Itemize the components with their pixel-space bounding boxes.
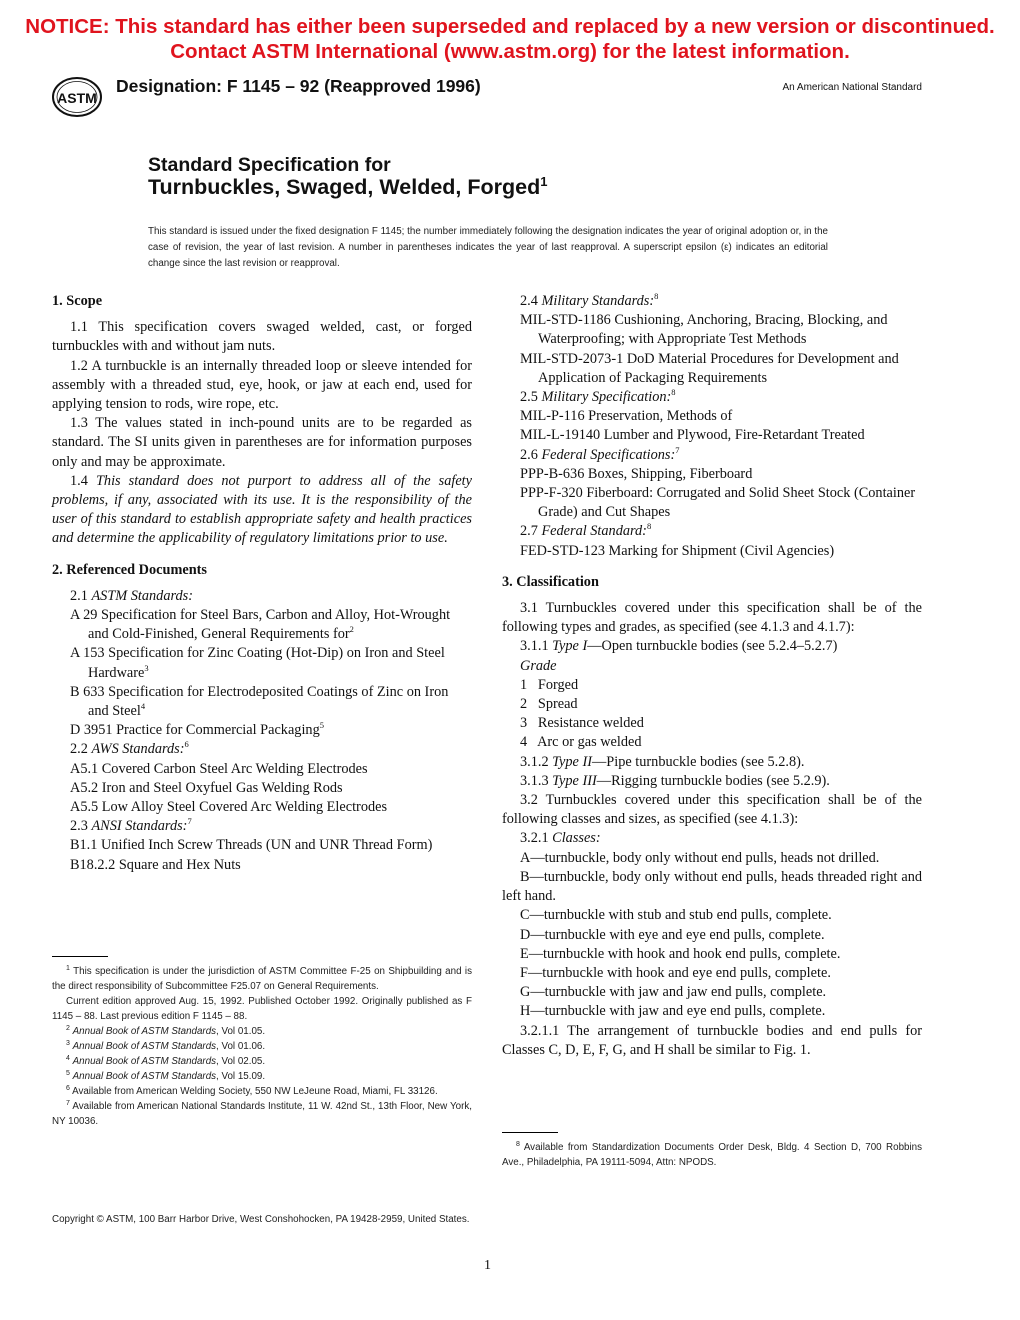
copyright: Copyright © ASTM, 100 Barr Harbor Drive, West Conshohocken, PA 19428-2959, United States. — [52, 1214, 470, 1225]
para-3-2-1-1: 3.2.1.1 The arrangement of turnbuckle bodies and end pulls for Classes C, D, E, F, G, and H shall be similar to Fig. 1. — [502, 1022, 922, 1058]
footnote-2: $^2$ Annual Book of ASTM Standards, Vol 01.05. — [66, 1025, 266, 1037]
ref-ppp-f-320: PPP-F-320 Fiberboard: Corrugated and Solid Sheet Stock (Container Grade) and Cut Shapes — [520, 485, 916, 521]
ref-a29: A 29 Specification for Steel Bars, Carbon and Alloy, Hot-Wrought and Cold-Finished, General Requirements for$^2$ — [70, 607, 451, 643]
subsection-2-5: 2.5 Military Specification:$^8$ — [520, 387, 676, 406]
issuance-note: This standard is issued under the fixed designation F 1145; the number immediately following the designation indicates the year of original adoption or, in the case of revision, the year of last revision. A number in parentheses indicates the year of last reapproval. A superscript epsilon (ε) indicates an editorial change since the last revision or reapproval. — [148, 226, 828, 269]
ref-d3951: D 3951 Practice for Commercial Packaging$^5$ — [70, 720, 324, 739]
footnote-1: $^1$ This specification is under the jurisdiction of ASTM Committee F-25 on Shipbuilding and is the direct responsibility of Subcommittee F25.07 on General Requirements. — [52, 965, 473, 992]
class-e: E—turnbuckle with hook and hook end pulls, complete. — [520, 945, 841, 962]
type-1: 3.1.1 Type I—Open turnbuckle bodies (see 5.2.4–5.2.7) — [520, 638, 838, 655]
class-c: C—turnbuckle with stub and stub end pulls, complete. — [520, 907, 832, 924]
section-heading-refdocs: 2. Referenced Documents — [52, 561, 207, 578]
class-h: H—turnbuckle with jaw and eye end pulls, complete. — [520, 1003, 826, 1020]
ref-b1822: B18.2.2 Square and Hex Nuts — [70, 856, 241, 873]
ref-mil-l-19140: MIL-L-19140 Lumber and Plywood, Fire-Retardant Treated — [520, 427, 865, 444]
para-1-3: 1.3 The values stated in inch-pound units are to be regarded as standard. The SI units given in parentheses are for information purposes only and may be approximate. — [52, 415, 472, 470]
logo-text: ASTM — [57, 90, 97, 106]
grade-3: 3 Resistance welded — [520, 715, 644, 732]
page-number: 1 — [484, 1258, 491, 1273]
para-1-2: 1.2 A turnbuckle is an internally threaded loop or sleeve intended for assembly with a threaded stud, eye, hook, or jaw at each end, used for applying tension to rods, wire rope, etc. — [52, 357, 472, 413]
title-main: Turnbuckles, Swaged, Welded, Forged — [148, 175, 541, 199]
grade-2: 2 Spread — [520, 696, 578, 713]
subsection-2-1: 2.1 ASTM Standards: — [70, 587, 193, 604]
para-1-4: 1.4 This standard does not purport to address all of the safety problems, if any, associated with its use. It is the responsibility of the user of this standard to establish appropriate safety and health practices and determine the applicability of regulatory limitations prior to use. — [52, 472, 472, 547]
type-3: 3.1.3 Type III—Rigging turnbuckle bodies (see 5.2.9). — [520, 772, 830, 789]
grade-label: Grade — [520, 657, 557, 674]
ref-a153: A 153 Specification for Zinc Coating (Hot-Dip) on Iron and Steel Hardware$^3$ — [70, 645, 445, 681]
footnote-3: $^3$ Annual Book of ASTM Standards, Vol 01.06. — [66, 1040, 266, 1052]
subsection-2-3: 2.3 ANSI Standards:$^7$ — [70, 816, 192, 835]
subsection-2-7: 2.7 Federal Standard:$^8$ — [520, 521, 652, 540]
footnote-7: $^7$ Available from American National Standards Institute, 11 W. 42nd St., 13th Floor, New York, NY 10036. — [52, 1100, 472, 1127]
title-footnote-ref: 1 — [540, 174, 548, 189]
para-3-2: 3.2 Turnbuckles covered under this specification shall be of the following classes and sizes, as specified (see 4.1.3): — [502, 792, 922, 828]
american-national-standard: An American National Standard — [782, 82, 922, 93]
subsection-2-2: 2.2 AWS Standards:$^6$ — [70, 739, 189, 758]
notice-line-1: NOTICE: This standard has either been superseded and replaced by a new version or discontinued. — [25, 15, 995, 38]
footnote-6: $^6$ Available from American Welding Society, 550 NW LeJeune Road, Miami, FL 33126. — [66, 1085, 438, 1097]
ref-fed-std-123: FED-STD-123 Marking for Shipment (Civil Agencies) — [520, 542, 835, 559]
ref-mil-std-1186: MIL-STD-1186 Cushioning, Anchoring, Bracing, Blocking, and Waterproofing; with Appropriate Test Methods — [520, 312, 888, 348]
grade-1: 1 Forged — [520, 676, 579, 693]
ref-a51: A5.1 Covered Carbon Steel Arc Welding Electrodes — [70, 760, 368, 777]
footnotes-right — [502, 1140, 922, 1170]
class-b: B—turnbuckle, body only without end pulls, heads threaded right and left hand. — [502, 868, 922, 905]
ref-mil-p-116: MIL-P-116 Preservation, Methods of — [520, 408, 733, 425]
para-1-1: 1.1 This specification covers swaged welded, cast, or forged turnbuckles with and without jam nuts. — [52, 319, 472, 355]
type-2: 3.1.2 Type II—Pipe turnbuckle bodies (see 5.2.8). — [520, 753, 805, 770]
footnote-8: $^8$ Available from Standardization Documents Order Desk, Bldg. 4 Section D, 700 Robbins Ave., Philadelphia, PA 19111-5094, Attn: NPODS. — [502, 1141, 923, 1168]
footnote-4: $^4$ Annual Book of ASTM Standards, Vol 02.05. — [66, 1055, 266, 1067]
astm-logo — [50, 76, 104, 118]
subsection-2-4: 2.4 Military Standards:$^8$ — [520, 291, 659, 309]
notice-line-2: Contact ASTM International (www.astm.org) for the latest information. — [170, 40, 850, 63]
right-column — [502, 292, 922, 1060]
ref-a55: A5.5 Low Alloy Steel Covered Arc Welding Electrodes — [70, 799, 388, 816]
footnote-1b: Current edition approved Aug. 15, 1992. Published October 1992. Originally published as F 1145 – 88. Last previous edition F 1145 – 88. — [52, 996, 472, 1022]
designation: Designation: F 1145 – 92 (Reapproved 1996) — [116, 76, 481, 96]
left-column — [52, 292, 472, 875]
classes-heading: 3.2.1 Classes: — [520, 830, 601, 847]
class-f: F—turnbuckle with hook and eye end pulls, complete. — [520, 964, 831, 981]
ref-mil-std-2073: MIL-STD-2073-1 DoD Material Procedures for Development and Application of Packaging Requirements — [520, 350, 899, 386]
footnote-rule-right — [502, 1132, 558, 1133]
ref-a52: A5.2 Iron and Steel Oxyfuel Gas Welding Rods — [70, 779, 343, 796]
section-heading-scope: 1. Scope — [52, 293, 103, 309]
class-g: G—turnbuckle with jaw and jaw end pulls, complete. — [520, 984, 827, 1001]
para-3-1: 3.1 Turnbuckles covered under this specification shall be of the following types and grades, as specified (see 4.1.3 and 4.1.7): — [502, 600, 922, 636]
class-d: D—turnbuckle with eye and eye end pulls, complete. — [520, 926, 825, 943]
grade-4: 4 Arc or gas welded — [520, 734, 642, 751]
subsection-2-6: 2.6 Federal Specifications:$^7$ — [520, 444, 680, 463]
ref-b11: B1.1 Unified Inch Screw Threads (UN and UNR Thread Form) — [70, 837, 433, 854]
notice-banner — [0, 14, 1020, 64]
footnote-5: $^5$ Annual Book of ASTM Standards, Vol 15.09. — [66, 1070, 266, 1082]
title-line-1: Standard Specification for — [148, 154, 391, 176]
ref-b633: B 633 Specification for Electrodeposited Coatings of Zinc on Iron and Steel$^4$ — [70, 683, 449, 720]
ref-ppp-b-636: PPP-B-636 Boxes, Shipping, Fiberboard — [520, 465, 753, 482]
class-a: A—turnbuckle, body only without end pulls, heads not drilled. — [520, 849, 880, 866]
section-heading-classification: 3. Classification — [502, 573, 599, 590]
footnotes-left — [52, 964, 472, 1129]
footnote-rule-left — [52, 956, 108, 957]
title-line-2 — [148, 175, 547, 200]
